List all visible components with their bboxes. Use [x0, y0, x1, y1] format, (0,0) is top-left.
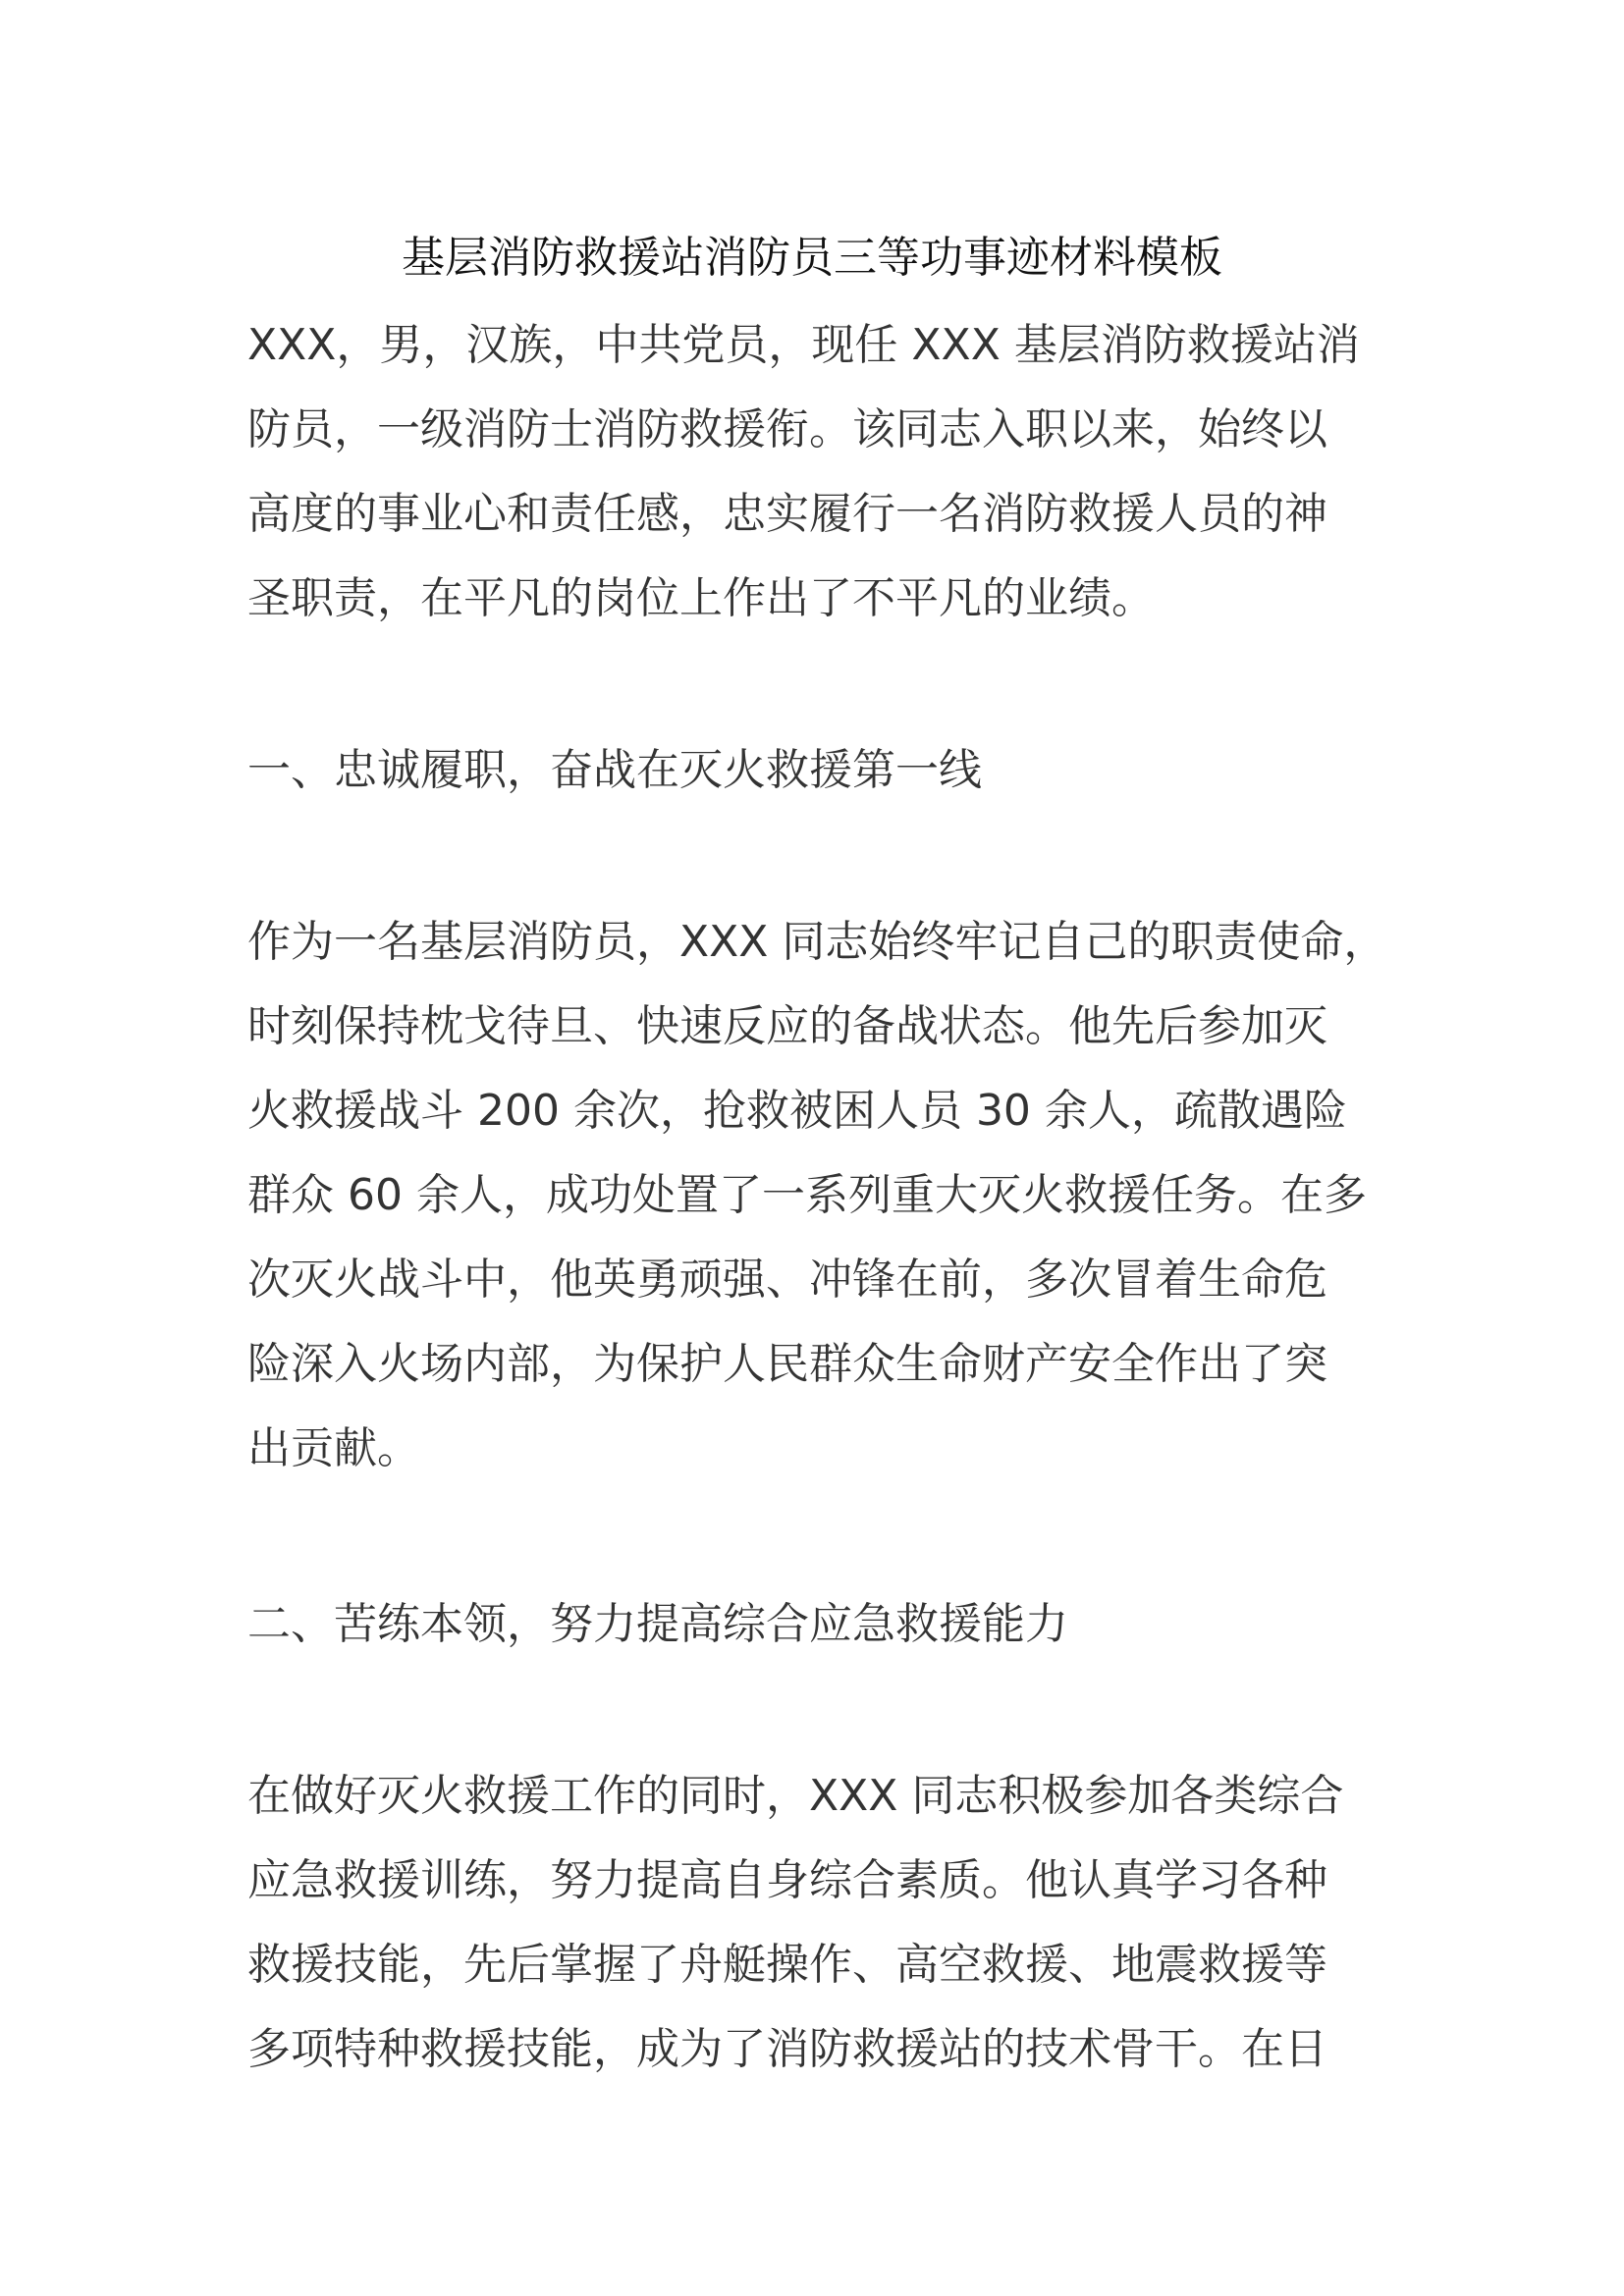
section-heading-1: 一、忠诚履职，奋战在灭火救援第一线: [247, 745, 982, 795]
paragraph-line: 作为一名基层消防员，XXX 同志始终牢记自己的职责使命，: [247, 917, 1387, 967]
paragraph-line: 火救援战斗 200 余次，抢救被困人员 30 余人，疏散遇险: [247, 1086, 1347, 1136]
paragraph-line: XXX，男，汉族，中共党员，现任 XXX 基层消防救援站消: [247, 320, 1360, 370]
paragraph-line: 群众 60 余人，成功处置了一系列重大灭火救援任务。在多: [247, 1170, 1367, 1220]
paragraph-line: 应急救援训练，努力提高自身综合素质。他认真学习各种: [247, 1855, 1327, 1905]
section-1-paragraph: [247, 900, 1396, 1491]
section-heading-2: 二、苦练本领，努力提高综合应急救援能力: [247, 1599, 1068, 1649]
intro-paragraph: [247, 303, 1396, 641]
document-title: 基层消防救援站消防员三等功事迹材料模板: [402, 233, 1222, 283]
paragraph-line: 圣职责，在平凡的岗位上作出了不平凡的业绩。: [247, 573, 1155, 623]
paragraph-line: 出贡献。: [247, 1423, 420, 1473]
paragraph-line: 险深入火场内部，为保护人民群众生命财产安全作出了突: [247, 1339, 1327, 1389]
paragraph-line: 防员，一级消防士消防救援衔。该同志入职以来，始终以: [247, 404, 1327, 454]
paragraph-line: 次灭火战斗中，他英勇顽强、冲锋在前，多次冒着生命危: [247, 1255, 1327, 1305]
paragraph-line: 在做好灭火救援工作的同时，XXX 同志积极参加各类综合: [247, 1771, 1344, 1821]
paragraph-line: 救援技能，先后掌握了舟艇操作、高空救援、地震救援等: [247, 1940, 1327, 1990]
paragraph-line: 多项特种救援技能，成为了消防救援站的技术骨干。在日: [247, 2024, 1327, 2074]
paragraph-line: 时刻保持枕戈待旦、快速反应的备战状态。他先后参加灭: [247, 1001, 1327, 1051]
section-2-paragraph: [247, 1754, 1396, 2092]
paragraph-line: 高度的事业心和责任感，忠实履行一名消防救援人员的神: [247, 489, 1327, 539]
